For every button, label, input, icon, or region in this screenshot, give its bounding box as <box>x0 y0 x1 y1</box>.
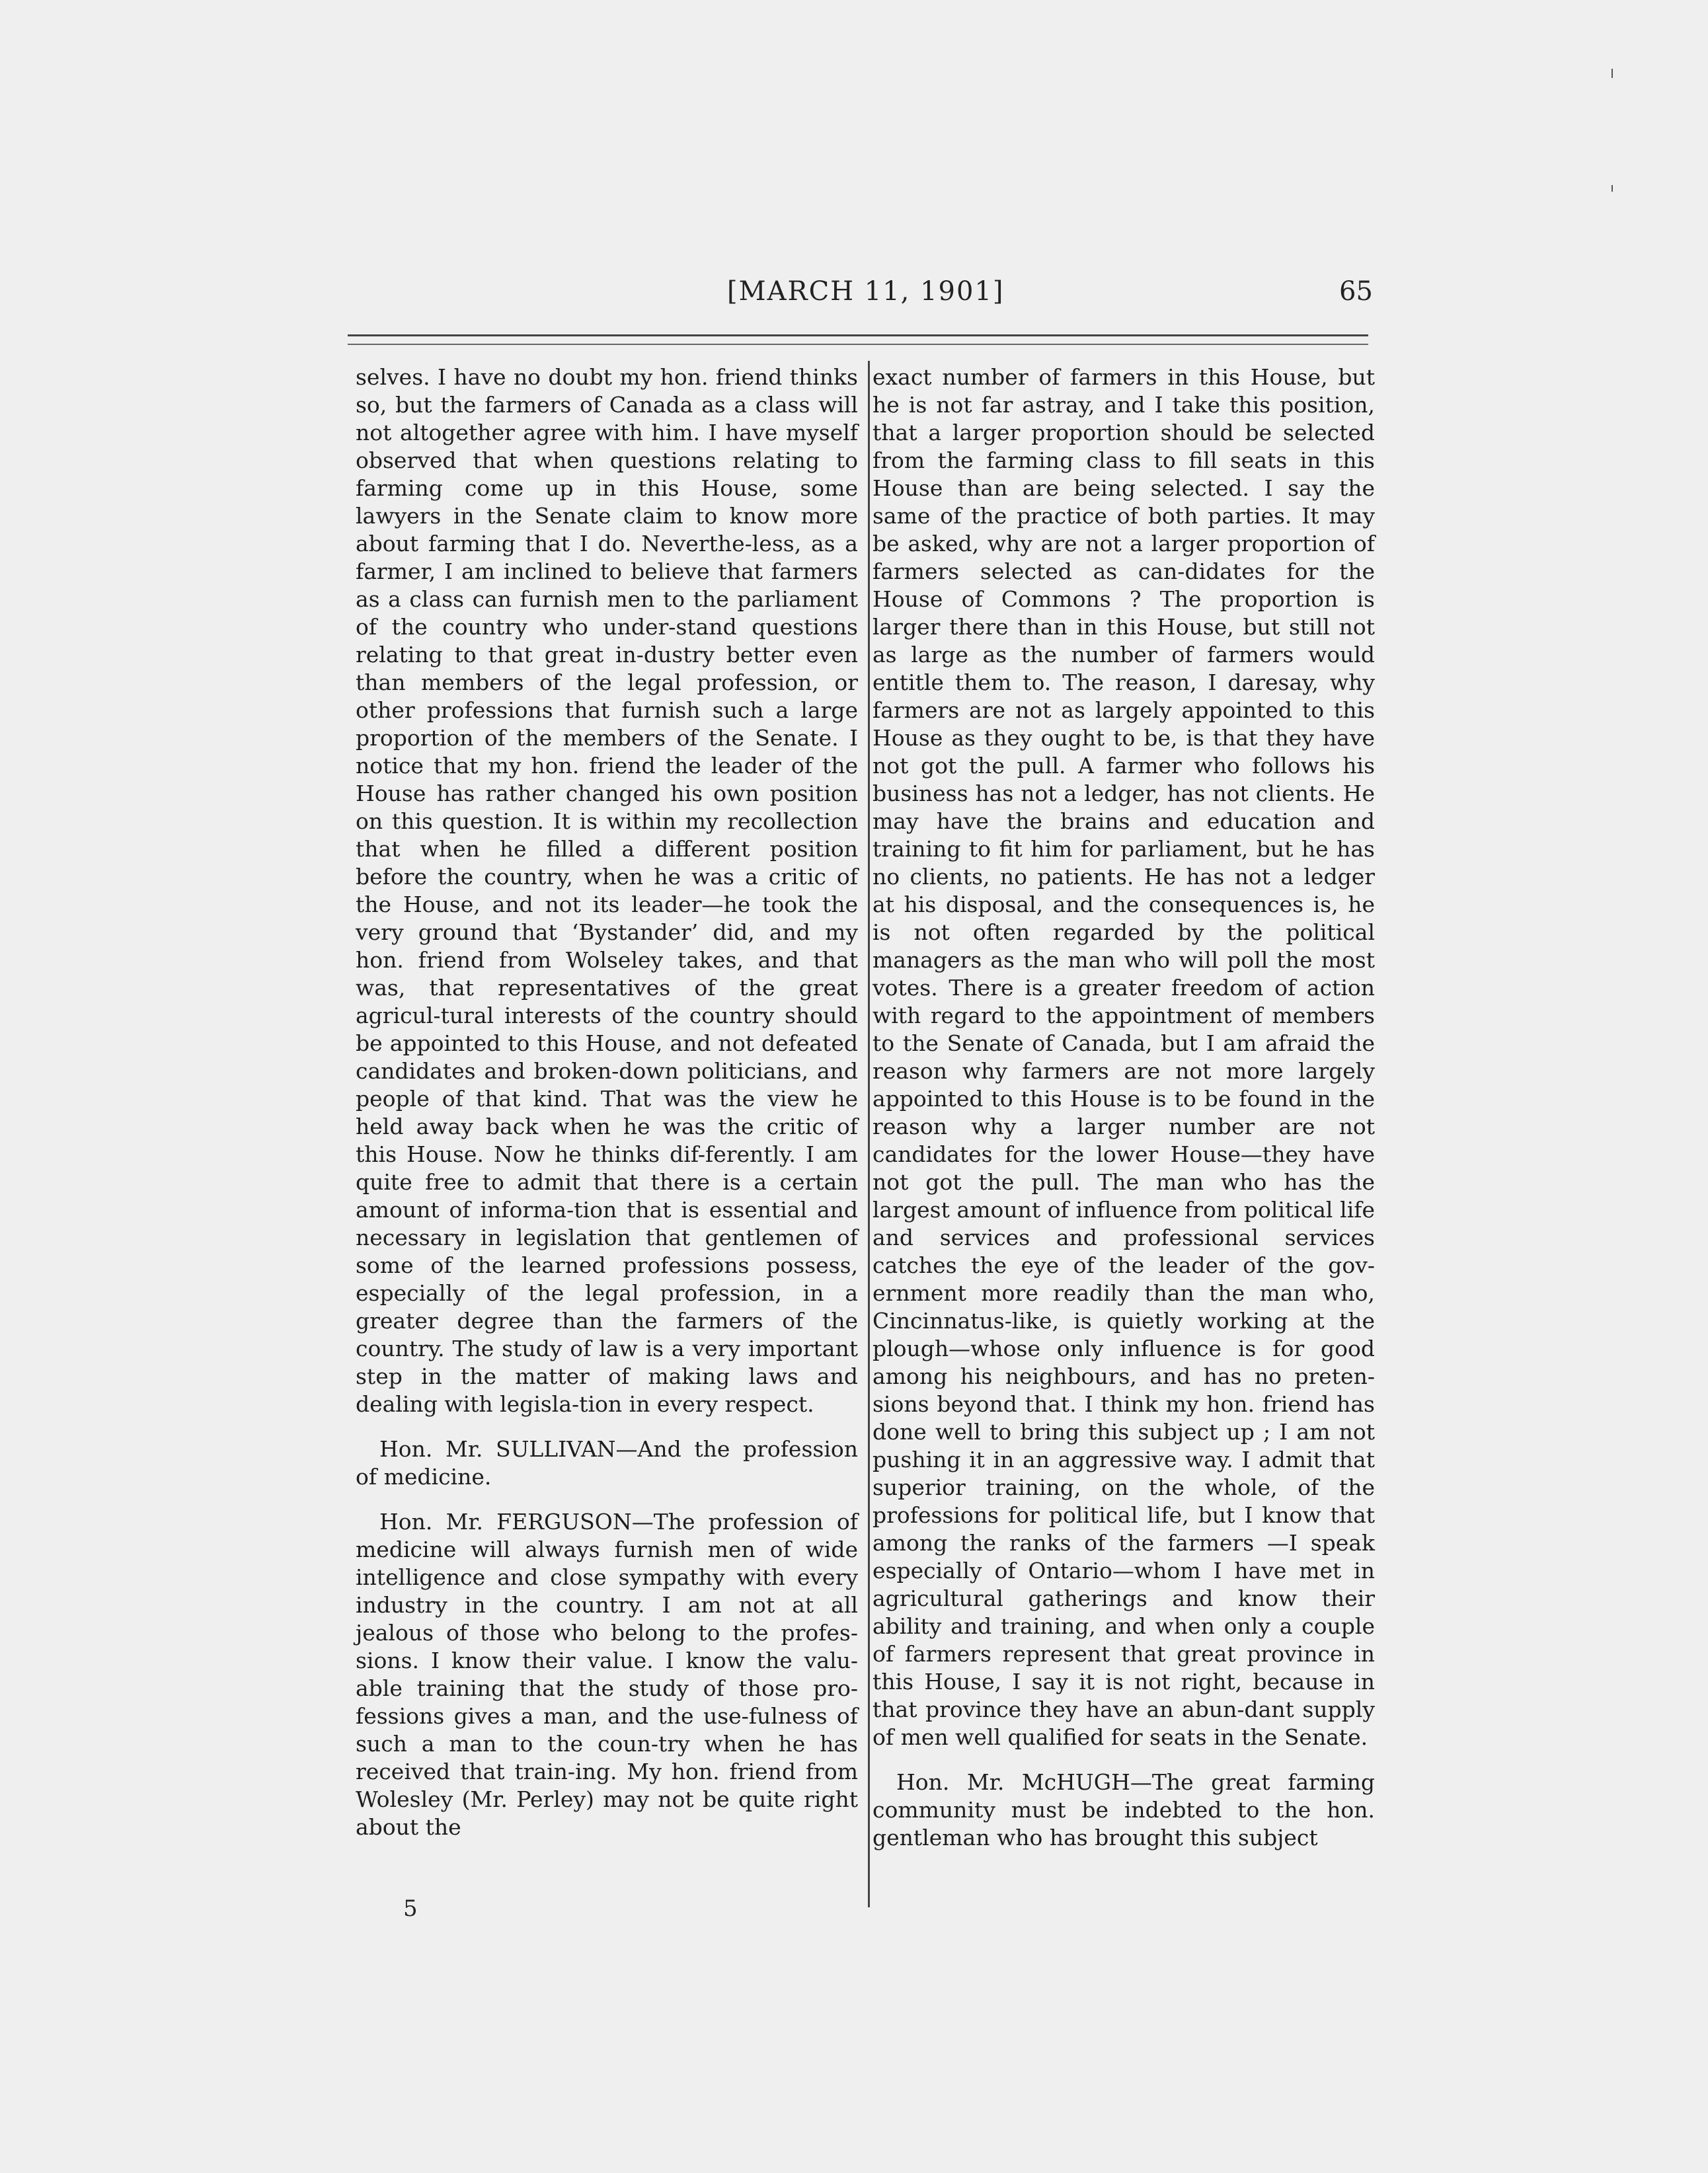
header-rule-thin <box>348 344 1368 345</box>
paragraph-speaker-mchugh: Hon. Mr. McHUGH—The great farming community must be indebted to the hon. gentleman who has brought this subject <box>873 1769 1375 1850</box>
paragraph-speaker-sullivan: Hon. Mr. SULLIVAN—And the profession of medicine. <box>356 1436 858 1490</box>
paragraph-speaker-ferguson: Hon. Mr. FERGUSON—The profession of medicine will always furnish men of wide intelligence and close sympathy with every industry in the country. I am not at all jealous of those who belong to the profes-sions. I know their value. I know the valu-able training that the study of those pro-fessions gives a man, and the use-fulness of such a man to the coun-try when he has received that train-ing. My hon. friend from Wolesley (Mr. Perley) may not be quite right about the <box>356 1509 858 1840</box>
paragraph: selves. I have no doubt my hon. friend thinks so, but the farmers of Canada as a class will not altogether agree with him. I have myself observed that when questions relating to farming come up in this House, some lawyers in the Senate claim to know more about farming that I do. Neverthe-less, as a farmer, I am inclined to believe that farmers as a class can furnish men to the parliament of the country who under-stand questions relating to that great in-dustry better even than members of the legal profession, or other professions that furnish such a large proportion of the members of the Senate. I notice that my hon. friend the leader of the House has rather changed his own position on this question. It is within my recollection that when he filled a different position before the country, when he was a critic of the House, and not its leader—he took the very ground that ‘Bystander’ did, and my hon. friend from Wolseley takes, and that was, that representatives of the great agricul-tural interests of the country should be appointed to this House, and not defeated candidates and broken-down politicians, and people of that kind. That was the view he held away back when he was the critic of this House. Now he thinks dif-ferently. I am quite free to admit that there is a certain amount of informa-tion that is essential and necessary in legislation that gentlemen of some of the learned professions possess, especially of the legal profession, in a greater degree than the farmers of the country. The study of law is a very important step in the matter of making laws and dealing with legisla-tion in every respect. <box>356 364 858 1417</box>
column-divider <box>868 361 870 1907</box>
right-column <box>873 363 1375 1869</box>
scan-edge-mark <box>1611 69 1613 78</box>
page-header-date: [MARCH 11, 1901] <box>727 276 1005 307</box>
page-number: 65 <box>1339 276 1373 307</box>
left-column <box>356 363 858 1858</box>
header-rule <box>348 334 1368 336</box>
signature-mark: 5 <box>403 1895 418 1922</box>
scan-edge-mark <box>1611 185 1613 192</box>
paragraph: exact number of farmers in this House, but he is not far astray, and I take this position, that a larger proportion should be selected from the farming class to fill seats in this House than are being selected. I say the same of the practice of both parties. It may be asked, why are not a larger proportion of farmers selected as can-didates for the House of Commons ? The proportion is larger there than in this House, but still not as large as the number of farmers would entitle them to. The reason, I daresay, why farmers are not as largely appointed to this House as they ought to be, is that they have not got the pull. A farmer who follows his business has not a ledger, has not clients. He may have the brains and education and training to fit him for parliament, but he has no clients, no patients. He has not a ledger at his disposal, and the consequences is, he is not often regarded by the political managers as the man who will poll the most votes. There is a greater freedom of action with regard to the appointment of members to the Senate of Canada, but I am afraid the reason why farmers are not more largely appointed to this House is to be found in the reason why a larger number are not candidates for the lower House—they have not got the pull. The man who has the largest amount of influence from political life and services and professional services catches the eye of the leader of the gov-ernment more readily than the man who, Cincinnatus-like, is quietly working at the plough—whose only influence is for good among his neighbours, and has no preten-sions beyond that. I think my hon. friend has done well to bring this subject up ; I am not pushing it in an aggressive way. I admit that superior training, on the whole, of the professions for political life, but I know that among the ranks of the farmers —I speak especially of Ontario—whom I have met in agricultural gatherings and know their ability and training, and when only a couple of farmers represent that great province in this House, I say it is not right, because in that province they have an abun-dant supply of men well qualified for seats in the Senate. <box>873 364 1375 1750</box>
